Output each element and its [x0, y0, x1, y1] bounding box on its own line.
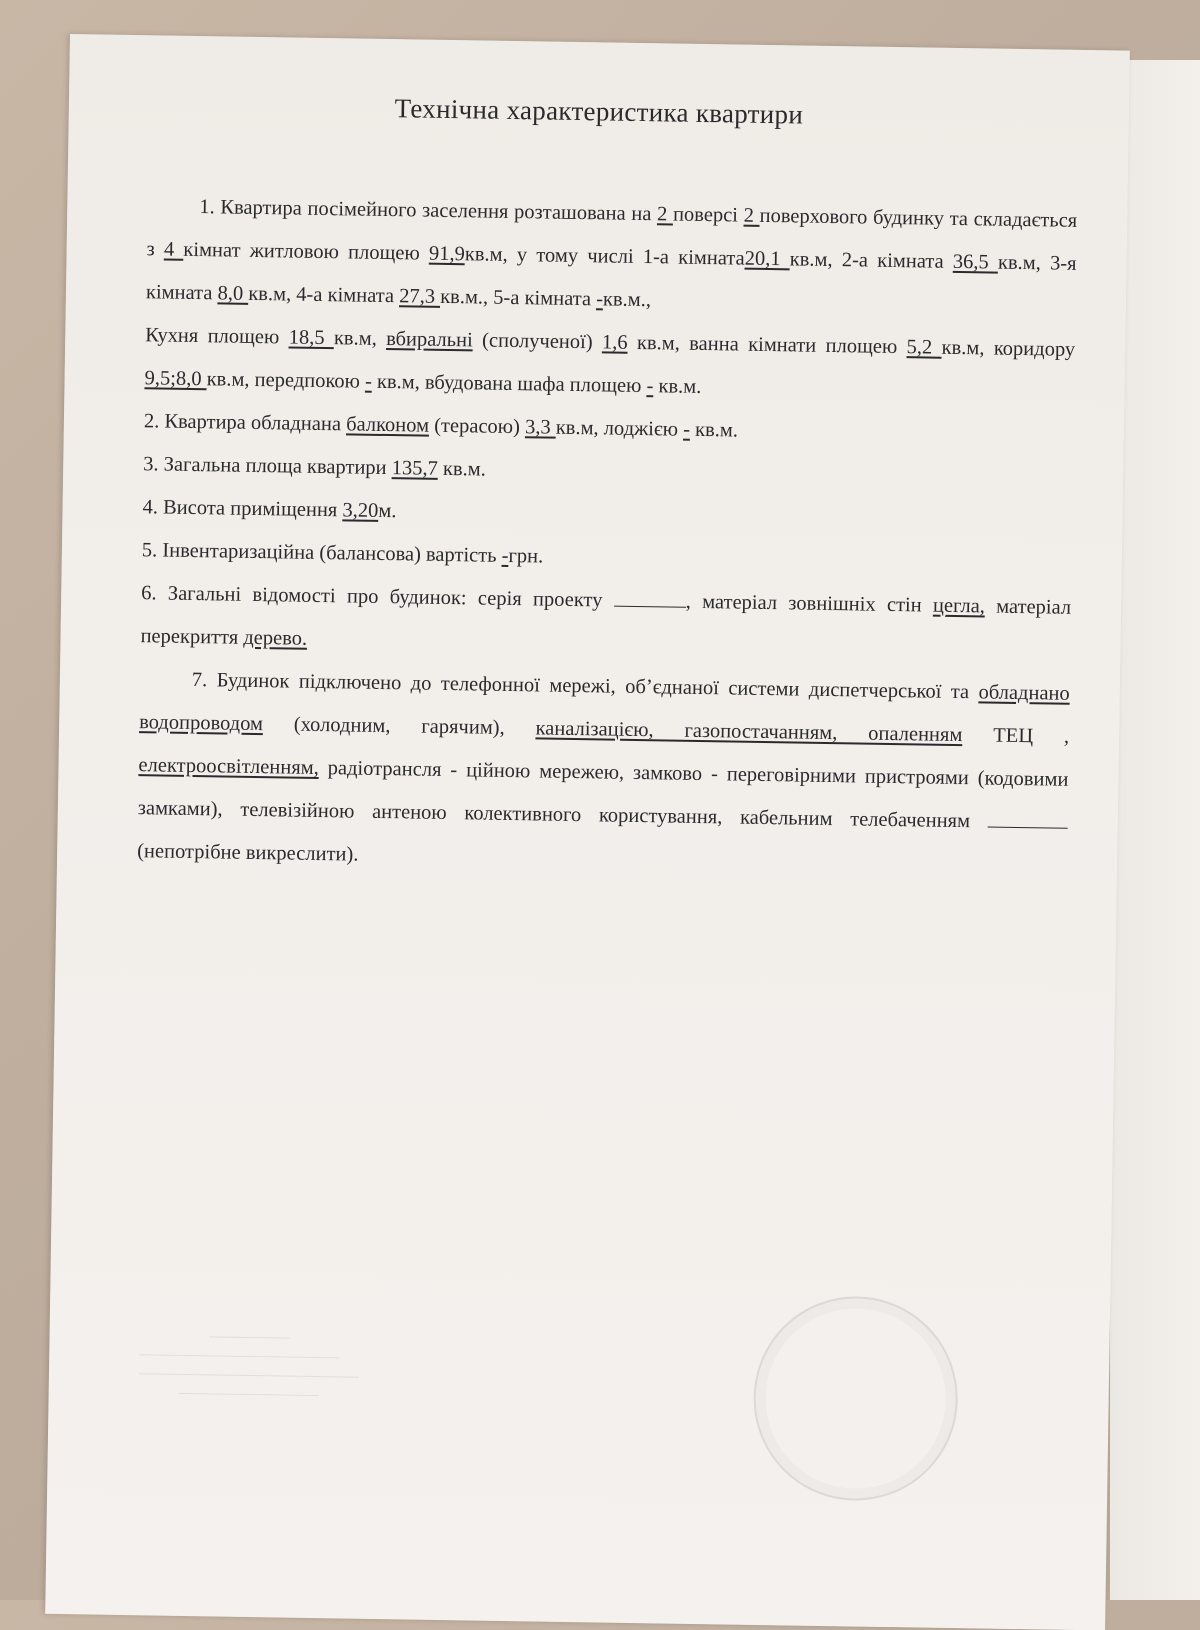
text: 7. Будинок підключено до телефонної мережі, об’єднаної системи диспетчерської та: [191, 668, 979, 704]
rooms-value: 4: [163, 238, 184, 261]
text: м.: [378, 499, 397, 523]
text: кв.м, ванна кімнати площею: [627, 331, 907, 359]
text: кв.м, передпокою: [206, 368, 366, 393]
document-title: Технічна характеристика квартири: [394, 93, 804, 130]
text: кв.м, 2-а кімната: [789, 248, 954, 273]
room3-value: 8,0: [217, 282, 249, 305]
text: кв.м, у тому числі 1-а кімната: [464, 243, 745, 270]
room2-value: 36,5: [952, 250, 999, 274]
height-value: 3,20: [342, 499, 379, 522]
text: кв.м.,: [602, 288, 652, 312]
text: кв.м, 3-я кімната: [145, 251, 1077, 305]
faded-round-stamp: [752, 1295, 959, 1502]
faded-stamp-text: [139, 1325, 400, 1397]
text: , матеріал зовнішніх стін: [685, 590, 934, 617]
toilet-value: 1,6: [601, 331, 628, 354]
room1-value: 20,1: [744, 247, 790, 271]
cable-tv-blank: [988, 806, 1068, 829]
text: поверхового будинку та складається з: [146, 204, 1078, 261]
balcony-value: 3,3: [524, 416, 556, 439]
text: (непотрібне викреслити).: [137, 840, 359, 866]
ceiling-value: дерево.: [243, 626, 308, 650]
text: кв.м, коридору: [941, 336, 1076, 361]
text: кв.м, 4-а кімната: [248, 282, 400, 308]
text: (сполученої): [472, 329, 603, 354]
living-area-value: 91,9: [428, 242, 465, 266]
document-page: [45, 34, 1130, 1630]
bath-value: 5,2: [906, 336, 942, 359]
text: поверсі: [672, 203, 744, 227]
text: кв.м, лоджією: [555, 416, 684, 441]
text: грн.: [508, 544, 544, 568]
text: кімнат житловою площею: [183, 238, 430, 265]
text: 1. Квартира посімейного заселення розташована на: [199, 196, 658, 226]
room5-value: -: [595, 288, 604, 311]
hall-value: -: [364, 370, 373, 393]
total-area-value: 135,7: [391, 457, 439, 480]
water-supply-text: обладнано водопроводом: [139, 681, 1070, 736]
text: кв.м.: [653, 375, 702, 398]
floor-value: 2: [656, 203, 674, 226]
text: кв.м,: [333, 327, 387, 351]
paragraph-6: [140, 572, 1071, 673]
text: кв.м.: [437, 457, 487, 481]
text: 6. Загальні відомості про будинок: серія проекту: [141, 582, 614, 612]
text: 5. Інвентаризаційна (балансова) вартість: [141, 539, 502, 567]
project-series-blank: [614, 585, 686, 608]
text: ТЕЦ ,: [962, 724, 1070, 748]
kitchen-value: 18,5: [288, 326, 335, 350]
text: 3. Загальна площа квартири: [143, 453, 392, 480]
room4-value: 27,3: [398, 285, 441, 308]
paragraph-1: [146, 185, 1078, 329]
text: 4. Висота приміщення: [142, 496, 343, 522]
text: (терасою): [428, 414, 526, 439]
electric-text: електроосвітленням,: [138, 754, 319, 779]
cost-value: -: [501, 544, 509, 567]
corridor-value: 9,5;8,0: [144, 367, 207, 391]
balcony-word: балконом: [345, 413, 430, 437]
paragraph-7: [137, 658, 1070, 888]
paragraph-1b: [144, 314, 1075, 415]
walls-value: цегла,: [932, 594, 986, 618]
text: кв.м., 5-а кімната: [439, 285, 597, 311]
toilet-word: вбиральні: [386, 328, 473, 352]
text: радіотрансля - ційною мережею, замково - переговірними пристроями (кодовими замками), телевізійною антеною колективного користування, кабельним телебаченням: [137, 757, 1069, 833]
text: 2. Квартира обладнана: [143, 410, 347, 436]
sewer-heating-text: каналізацією, газопостачанням, опаленням: [535, 717, 963, 747]
wardrobe-value: -: [646, 375, 654, 398]
text: матеріал перекриття: [140, 595, 1072, 649]
floors-total-value: 2: [743, 204, 760, 227]
text: кв.м.: [689, 418, 739, 442]
loggia-value: -: [683, 418, 691, 441]
text: (холодним, гарячим),: [262, 713, 536, 740]
document-body: [137, 185, 1078, 888]
text: Кухня площею: [145, 324, 289, 349]
text: кв.м, вбудована шафа площею: [371, 370, 647, 398]
